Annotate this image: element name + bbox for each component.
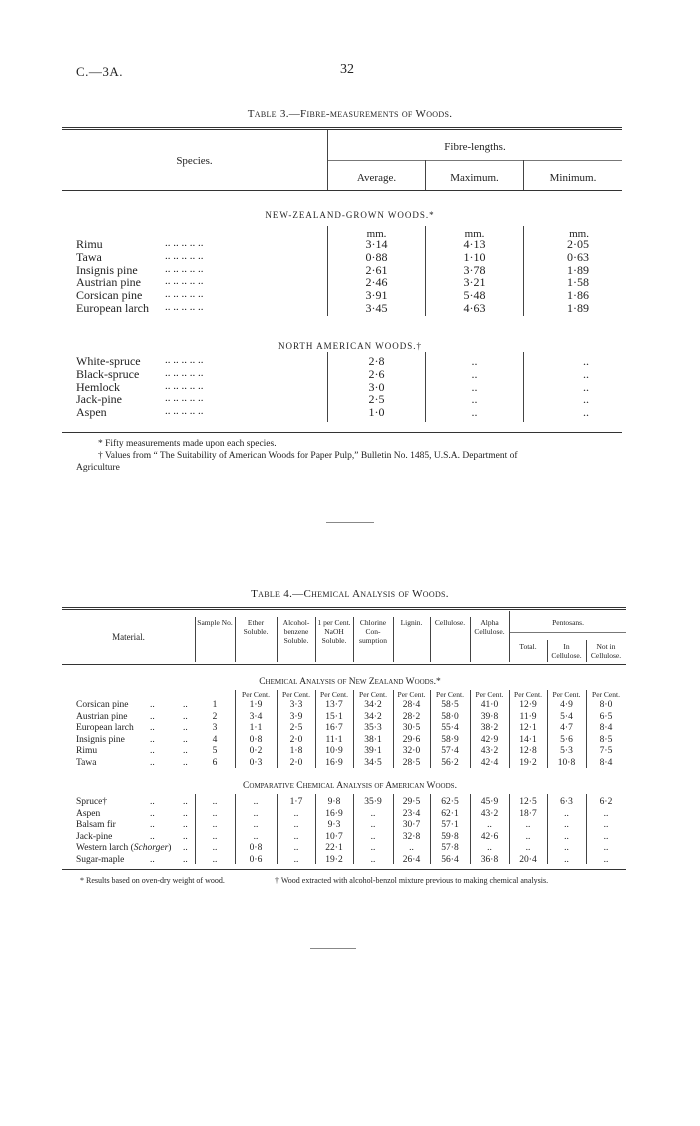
section-nz-grown: NEW-ZEALAND-GROWN WOODS.* <box>265 210 435 220</box>
value-cell: 1·8 <box>289 746 303 757</box>
dot-leader: .. <box>183 734 188 745</box>
value-cell: 38·2 <box>480 723 499 734</box>
value-cell: 1·1 <box>249 723 263 734</box>
species-name: Tawa <box>76 249 102 264</box>
value-cell: 56·4 <box>441 855 459 865</box>
dot-leader: .. <box>150 855 155 865</box>
value-cell: 1 <box>212 700 218 710</box>
value-cell: 39·8 <box>480 711 499 722</box>
value-cell: 43·2 <box>480 746 499 757</box>
value-cell: .. <box>212 855 218 865</box>
per-cent-label: Per Cent. <box>475 690 504 699</box>
value-cell: 15·1 <box>325 711 343 722</box>
value-cell: .. <box>212 831 218 842</box>
dot-leader: .. .. .. .. .. <box>165 249 204 262</box>
dot-leader: .. .. .. .. .. <box>165 379 204 392</box>
value-cell: 3·3 <box>289 700 303 710</box>
separator-rule-bottom <box>310 948 356 949</box>
average-value: 3·91 <box>365 288 388 303</box>
value-cell: 45·9 <box>480 797 499 807</box>
value-cell: .. <box>212 797 218 807</box>
value-cell: 42·4 <box>480 758 499 768</box>
table4-footnote-1: * Results based on oven-dry weight of wood. <box>80 876 225 885</box>
value-cell: 19·2 <box>519 758 537 768</box>
value-cell: 8·4 <box>599 723 613 734</box>
dot-leader: .. <box>183 855 188 865</box>
value-cell: 2·0 <box>289 734 303 745</box>
species-name: Rimu <box>76 237 103 251</box>
dot-leader: .. <box>150 734 155 745</box>
material-name: European larch <box>76 723 134 734</box>
species-name: White-spruce <box>76 354 141 368</box>
header-lignin: Lignin. <box>400 618 423 627</box>
value-cell: 0·8 <box>249 843 263 854</box>
value-cell: 5·4 <box>560 711 573 722</box>
value-cell: .. <box>603 855 609 865</box>
dot-leader: .. <box>183 723 188 734</box>
header-in-cell: In Cellulose. <box>551 642 582 660</box>
header-alcohol: Alcohol-benzene Soluble. <box>282 618 310 645</box>
value-cell: .. <box>603 808 609 819</box>
value-cell: 55·4 <box>441 723 459 734</box>
value-cell: 5·3 <box>560 746 573 757</box>
maximum-value: .. <box>471 379 478 394</box>
value-cell: 8·4 <box>599 758 613 768</box>
value-cell: 11·9 <box>519 711 537 722</box>
value-cell: 8·0 <box>599 700 613 710</box>
dot-leader: .. <box>150 797 155 807</box>
species-name: Jack-pine <box>76 392 122 407</box>
value-cell: .. <box>212 808 218 819</box>
value-cell: .. <box>370 843 376 854</box>
dot-leader: .. <box>150 758 155 768</box>
value-cell: 4·9 <box>560 700 573 710</box>
header-total: Total. <box>519 642 537 651</box>
value-cell: 13·7 <box>325 700 343 710</box>
col-minimum: Minimum. <box>549 172 597 184</box>
value-cell: 58·5 <box>441 700 459 710</box>
value-cell: .. <box>564 808 569 819</box>
value-cell: 58·9 <box>441 734 459 745</box>
value-cell: .. <box>564 855 569 865</box>
value-cell: 3·4 <box>249 711 263 722</box>
minimum-value: .. <box>583 405 589 420</box>
species-name: Corsican pine <box>76 288 143 303</box>
value-cell: .. <box>293 831 299 842</box>
dot-leader: .. <box>183 831 188 842</box>
dot-leader: .. <box>183 711 188 722</box>
value-cell: 4·7 <box>560 723 573 734</box>
material-name: Austrian pine <box>76 711 128 722</box>
species-name: Austrian pine <box>76 275 141 290</box>
value-cell: 29·5 <box>402 797 421 807</box>
section-nz-chemical: Chemical Analysis of New Zealand Woods.* <box>259 677 441 687</box>
dot-leader: .. <box>150 711 155 722</box>
value-cell: 19·2 <box>325 855 343 865</box>
value-cell: 16·9 <box>325 758 343 768</box>
page-number: 32 <box>340 62 354 77</box>
value-cell: .. <box>564 820 569 831</box>
value-cell: 10·8 <box>557 758 576 768</box>
minimum-value: .. <box>583 354 589 368</box>
species-name: Insignis pine <box>76 262 138 277</box>
minimum-value: 1·89 <box>567 301 589 315</box>
value-cell: .. <box>253 831 259 842</box>
average-value: 2·46 <box>365 275 388 290</box>
value-cell: 10·9 <box>325 746 343 757</box>
value-cell: 5·6 <box>560 734 573 745</box>
species-name: Black-spruce <box>76 366 140 381</box>
value-cell: 0·3 <box>249 758 263 768</box>
value-cell: .. <box>525 843 531 854</box>
value-cell: 16·7 <box>325 723 343 734</box>
value-cell: .. <box>253 808 259 819</box>
header-ether: Ether Soluble. <box>243 618 269 636</box>
col-maximum: Maximum. <box>450 172 499 184</box>
value-cell: 1·9 <box>249 700 263 710</box>
value-cell: 6·2 <box>599 797 613 807</box>
average-value: 3·45 <box>365 301 388 315</box>
table4-footnote-2: † Wood extracted with alcohol-benzol mixture previous to making chemical analysis. <box>275 876 549 885</box>
dot-leader: .. <box>183 797 188 807</box>
maximum-value: 1·10 <box>463 249 486 264</box>
species-header: Species. <box>176 155 213 167</box>
value-cell: 39·1 <box>364 746 382 757</box>
dot-leader: .. <box>183 746 188 757</box>
value-cell: .. <box>212 820 218 831</box>
material-name: Sugar-maple <box>76 855 125 865</box>
value-cell: 12·9 <box>519 700 537 710</box>
value-cell: .. <box>370 820 376 831</box>
header-not-cell: Not in Cellulose. <box>590 642 622 660</box>
dot-leader: .. <box>183 758 188 768</box>
value-cell: 29·6 <box>402 734 421 745</box>
per-cent-label: Per Cent. <box>397 690 426 699</box>
average-value: 2·61 <box>365 262 388 277</box>
value-cell: .. <box>293 855 299 865</box>
col-average: Average. <box>356 172 397 184</box>
value-cell: 32·8 <box>402 831 421 842</box>
value-cell: 59·8 <box>441 831 459 842</box>
material-name: Rimu <box>76 746 98 757</box>
value-cell: 30·5 <box>402 723 421 734</box>
per-cent-label: Per Cent. <box>436 690 464 699</box>
material-name: Corsican pine <box>76 700 129 710</box>
value-cell: .. <box>564 843 569 854</box>
dot-leader: .. .. .. .. .. <box>165 301 204 313</box>
dot-leader: .. .. .. .. .. <box>165 366 204 379</box>
value-cell: 16·9 <box>325 808 343 819</box>
minimum-value: .. <box>583 379 589 394</box>
value-cell: 5 <box>212 746 218 757</box>
dot-leader: .. <box>150 831 155 842</box>
material-name: Spruce† <box>76 797 108 807</box>
per-cent-label: Per Cent. <box>359 690 387 699</box>
value-cell: 6·3 <box>560 797 573 807</box>
value-cell: .. <box>293 808 299 819</box>
value-cell: .. <box>603 820 609 831</box>
value-cell: .. <box>409 843 414 854</box>
value-cell: 2 <box>212 711 218 722</box>
material-name: Aspen <box>76 808 101 819</box>
unit-max: mm. <box>464 228 485 240</box>
per-cent-label: Per Cent. <box>592 690 620 699</box>
minimum-value: 0·63 <box>567 249 589 264</box>
section-north-american: NORTH AMERICAN WOODS.† <box>277 341 423 351</box>
value-cell: 57·1 <box>441 820 459 831</box>
per-cent-label: Per Cent. <box>514 690 542 699</box>
value-cell: 12·5 <box>519 797 537 807</box>
dot-leader: .. <box>150 808 155 819</box>
dot-leader: .. .. .. .. .. <box>165 262 204 275</box>
table3-footnote-2: † Values from “ The Suitability of American Woods for Paper Pulp,” Bulletin No. 1485, U.S.A. Department of <box>98 451 518 461</box>
header-alpha: Alpha Cellulose. <box>474 618 505 636</box>
average-value: 2·8 <box>368 354 385 368</box>
value-cell: 23·4 <box>402 808 421 819</box>
value-cell: .. <box>487 843 492 854</box>
unit-avg: mm. <box>366 228 387 240</box>
value-cell: 62·1 <box>441 808 459 819</box>
maximum-value: 5·48 <box>463 288 486 303</box>
maximum-value: 3·78 <box>463 262 486 277</box>
value-cell: 4 <box>212 734 218 745</box>
table3-footnote-2-cont: Agriculture <box>76 463 120 473</box>
header-material: Material. <box>112 632 145 642</box>
value-cell: 2·0 <box>289 758 303 768</box>
value-cell: 0·2 <box>249 746 263 757</box>
minimum-value: 2·05 <box>567 237 589 251</box>
value-cell: 3 <box>212 723 218 734</box>
value-cell: 57·8 <box>441 843 459 854</box>
value-cell: 18·7 <box>519 808 537 819</box>
value-cell: .. <box>603 831 609 842</box>
value-cell: .. <box>253 797 259 807</box>
table3-title: Table 3.—Fibre-measurements of Woods. <box>247 108 453 120</box>
dot-leader: .. <box>183 808 188 819</box>
material-name: Jack-pine <box>76 831 113 842</box>
value-cell: .. <box>370 831 376 842</box>
value-cell: 28·5 <box>402 758 421 768</box>
fibre-lengths-header: Fibre-lengths. <box>444 141 506 153</box>
value-cell: 11·1 <box>325 734 343 745</box>
header-cellulose: Cellulose. <box>434 618 466 627</box>
maximum-value: .. <box>471 405 478 420</box>
species-name: Aspen <box>76 405 107 420</box>
value-cell: 34·5 <box>364 758 382 768</box>
dot-leader: .. <box>150 746 155 757</box>
value-cell: 30·7 <box>402 820 421 831</box>
table4-title: Table 4.—Chemical Analysis of Woods. <box>251 588 449 600</box>
value-cell: 57·4 <box>441 746 459 757</box>
dot-leader: .. .. .. .. .. <box>165 392 204 405</box>
minimum-value: .. <box>583 392 589 407</box>
minimum-value: 1·89 <box>567 262 589 277</box>
value-cell: 58·0 <box>441 711 459 722</box>
value-cell: 2·5 <box>289 723 303 734</box>
value-cell: .. <box>370 855 376 865</box>
value-cell: 22·1 <box>325 843 343 854</box>
value-cell: .. <box>603 843 609 854</box>
value-cell: 35·9 <box>364 797 382 807</box>
value-cell: 34·2 <box>364 700 382 710</box>
value-cell: .. <box>370 808 376 819</box>
minimum-value: 1·86 <box>567 288 589 303</box>
value-cell: 10·7 <box>325 831 343 842</box>
value-cell: 0·8 <box>249 734 263 745</box>
unit-min: mm. <box>569 228 589 240</box>
value-cell: 34·2 <box>364 711 382 722</box>
minimum-value: 1·58 <box>567 275 589 290</box>
value-cell: 28·4 <box>402 700 421 710</box>
value-cell: .. <box>293 820 299 831</box>
average-value: 3·14 <box>365 237 388 251</box>
value-cell: 41·0 <box>480 700 499 710</box>
value-cell: 26·4 <box>402 855 421 865</box>
material-name: Balsam fir <box>76 820 116 831</box>
header-chlorine: Chlorine Con-sumption <box>359 618 387 645</box>
dot-leader: .. <box>183 843 188 854</box>
dot-leader: .. .. .. .. .. <box>165 354 204 366</box>
value-cell: .. <box>293 843 299 854</box>
value-cell: 7·5 <box>599 746 613 757</box>
value-cell: 12·1 <box>519 723 537 734</box>
material-name: Western larch (Schorger) <box>76 843 172 854</box>
header-pentosans: Pentosans. <box>552 618 584 627</box>
dot-leader: .. <box>183 700 188 710</box>
dot-leader: .. .. .. .. .. <box>165 237 204 249</box>
value-cell: 20·4 <box>519 855 537 865</box>
value-cell: 9·3 <box>327 820 341 831</box>
separator-rule <box>326 522 374 523</box>
value-cell: 3·9 <box>289 711 303 722</box>
value-cell: 42·9 <box>480 734 499 745</box>
value-cell: 8·5 <box>599 734 613 745</box>
material-name: Insignis pine <box>76 734 125 745</box>
value-cell: .. <box>212 843 218 854</box>
per-cent-label: Per Cent. <box>320 690 348 699</box>
dot-leader: .. <box>150 820 155 831</box>
maximum-value: 3·21 <box>463 275 486 290</box>
average-value: 2·5 <box>368 392 385 407</box>
value-cell: .. <box>253 820 259 831</box>
minimum-value: .. <box>583 366 589 381</box>
value-cell: 6·5 <box>599 711 613 722</box>
pentosans-rule <box>510 632 626 633</box>
value-cell: 12·8 <box>519 746 537 757</box>
value-cell: 6 <box>212 758 218 768</box>
average-value: 0·88 <box>365 249 388 264</box>
value-cell: .. <box>564 831 569 842</box>
value-cell: 38·1 <box>364 734 382 745</box>
species-name: Hemlock <box>76 379 120 394</box>
maximum-value: 4·13 <box>463 237 486 251</box>
value-cell: .. <box>487 820 492 831</box>
value-cell: 28·2 <box>402 711 421 722</box>
header-naoh: 1 per Cent. NaOH Soluble. <box>317 618 351 645</box>
dot-leader: .. .. .. .. .. <box>165 288 204 301</box>
value-cell: 32·0 <box>402 746 421 757</box>
value-cell: .. <box>525 831 531 842</box>
value-cell: 9·8 <box>327 797 341 807</box>
value-cell: 1·7 <box>289 797 303 807</box>
per-cent-label: Per Cent. <box>242 690 270 699</box>
value-cell: 0·6 <box>249 855 263 865</box>
value-cell: 62·5 <box>441 797 459 807</box>
value-cell: 36·8 <box>480 855 499 865</box>
value-cell: 43·2 <box>480 808 499 819</box>
document-code: C.—3A. <box>76 64 124 79</box>
maximum-value: .. <box>471 354 478 368</box>
material-name: Tawa <box>76 758 97 768</box>
average-value: 3·0 <box>368 379 385 394</box>
maximum-value: 4·63 <box>463 301 486 315</box>
value-cell: 56·2 <box>441 758 459 768</box>
maximum-value: .. <box>471 366 478 381</box>
dot-leader: .. <box>183 820 188 831</box>
dot-leader: .. <box>150 700 155 710</box>
table3-footnote-1: * Fifty measurements made upon each species. <box>98 439 277 449</box>
per-cent-label: Per Cent. <box>552 690 581 699</box>
dot-leader: .. .. .. .. .. <box>165 405 204 418</box>
dot-leader: .. <box>150 723 155 734</box>
average-value: 2·6 <box>368 366 385 381</box>
per-cent-label: Per Cent. <box>282 690 310 699</box>
maximum-value: .. <box>471 392 478 407</box>
dot-leader: .. .. .. .. .. <box>165 275 204 288</box>
value-cell: 35·3 <box>364 723 382 734</box>
header-sample: Sample No. <box>197 618 233 627</box>
value-cell: 42·6 <box>480 831 499 842</box>
value-cell: 14·1 <box>519 734 537 745</box>
section-american-chemical: Comparative Chemical Analysis of American Woods. <box>243 781 457 791</box>
average-value: 1·0 <box>368 405 385 420</box>
value-cell: .. <box>525 820 531 831</box>
species-name: European larch <box>76 301 149 315</box>
